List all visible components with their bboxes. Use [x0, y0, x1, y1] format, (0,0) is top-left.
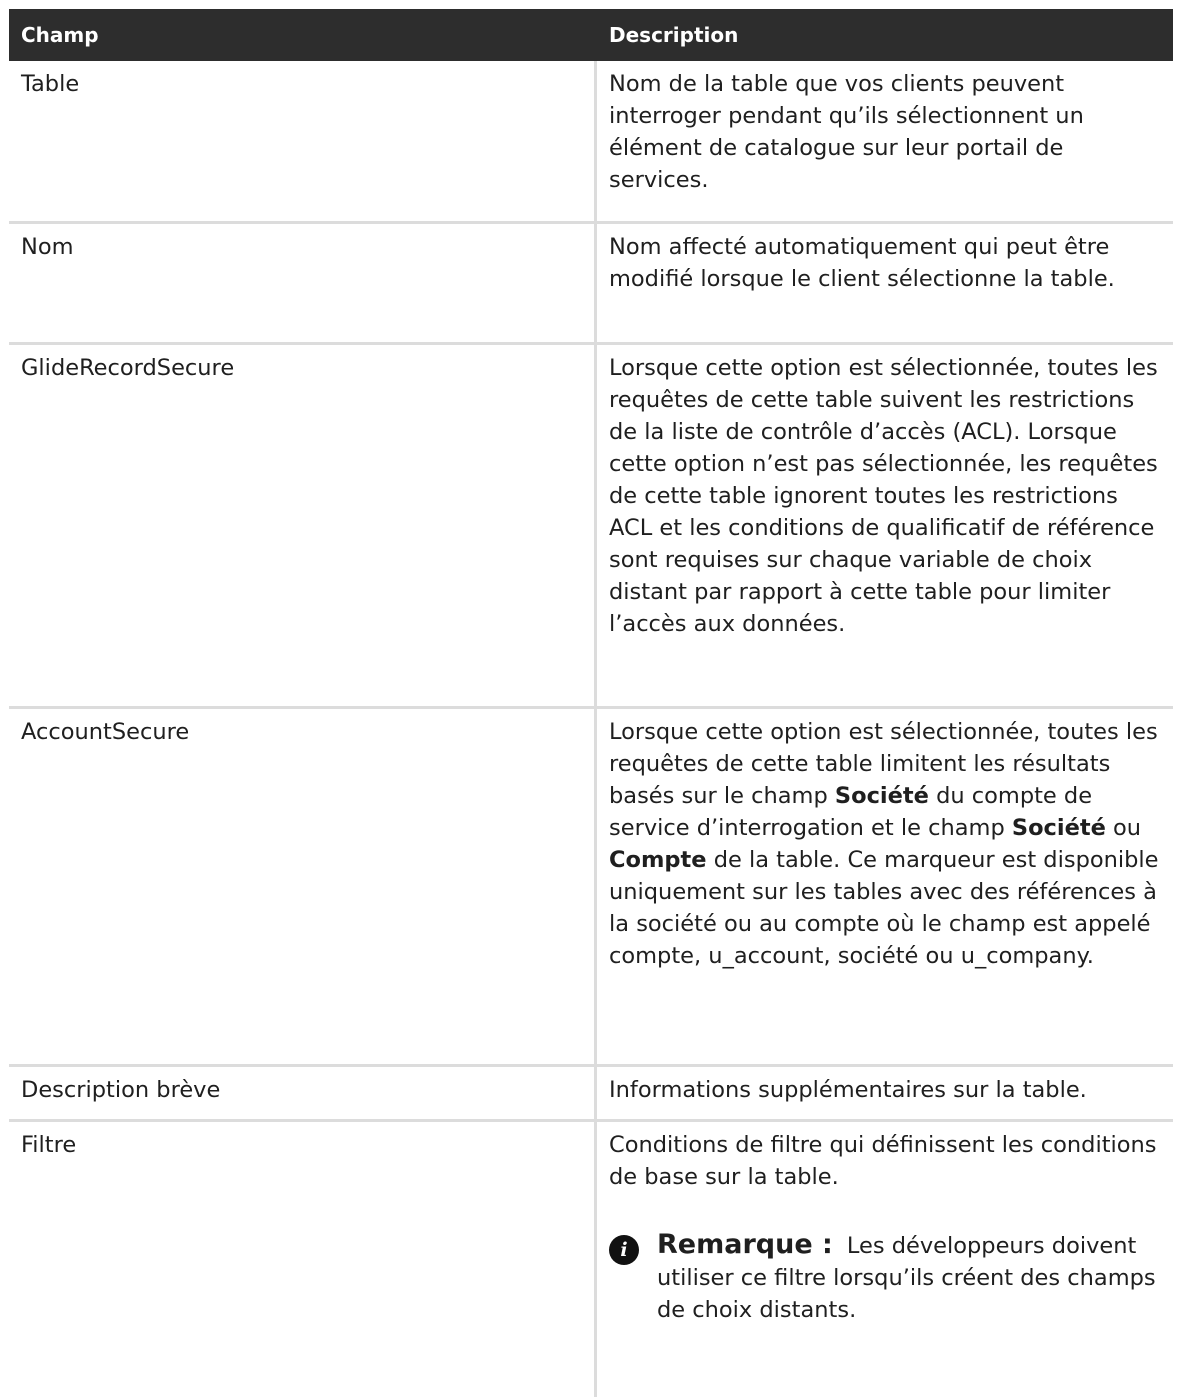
description-text: Lorsque cette option est sélectionnée, toutes les requêtes de cette table limitent les résultats basés sur le champ: [609, 719, 1158, 809]
bold-term-compte: Compte: [609, 847, 707, 873]
table-row: [9, 709, 1173, 1067]
table-row: [9, 1067, 1173, 1122]
field-name: Description brève: [21, 1077, 221, 1103]
description-text: du compte de service d’interrogation et le champ: [609, 783, 1093, 841]
description-text: ou: [1105, 815, 1142, 841]
field-name: Filtre: [21, 1132, 77, 1158]
description-text: Conditions de filtre qui définissent les conditions de base sur la table.: [609, 1132, 1157, 1190]
note-callout: [609, 1229, 1161, 1326]
note-body: Les développeurs doivent utiliser ce filtre lorsqu’ils créent des champs de choix distants.: [657, 1233, 1156, 1323]
field-description: Nom de la table que vos clients peuvent interroger pendant qu’ils sélectionnent un élément de catalogue sur leur portail de services.: [594, 61, 1173, 224]
table-row: [9, 224, 1173, 345]
field-name: Table: [21, 71, 80, 97]
field-description: Nom affecté automatiquement qui peut être modifié lorsque le client sélectionne la table.: [594, 224, 1173, 345]
field-name: AccountSecure: [21, 719, 190, 745]
field-name: GlideRecordSecure: [21, 355, 235, 381]
bold-term-societe: Société: [834, 783, 929, 809]
field-description: Informations supplémentaires sur la table.: [594, 1067, 1173, 1122]
header-description: Description: [609, 23, 739, 47]
field-description: [594, 709, 1173, 1067]
note-title: Remarque :: [657, 1229, 833, 1260]
header-field: Champ: [21, 23, 99, 47]
table-row: [9, 1122, 1173, 1397]
description-text: de la table. Ce marqueur est disponible uniquement sur les tables avec des références à la société ou au compte où le champ est appelé compte, u_account, société ou u_company.: [609, 847, 1159, 969]
table-row: [9, 345, 1173, 709]
bold-term-societe: Société: [1011, 815, 1106, 841]
field-description: Lorsque cette option est sélectionnée, toutes les requêtes de cette table suivent les restrictions de la liste de contrôle d’accès (ACL). Lorsque cette option n’est pas sélectionnée, les requêtes de cette table ignorent toutes les restrictions ACL et les conditions de qualificatif de référence sont requises sur chaque variable de choix distant par rapport à cette table pour limiter l’accès aux données.: [594, 345, 1173, 709]
fields-table: [9, 9, 1173, 1397]
table-header-row: [9, 9, 1173, 61]
table-row: [9, 61, 1173, 224]
info-icon: i: [609, 1235, 639, 1265]
field-description: [594, 1122, 1173, 1397]
field-name: Nom: [21, 234, 74, 260]
